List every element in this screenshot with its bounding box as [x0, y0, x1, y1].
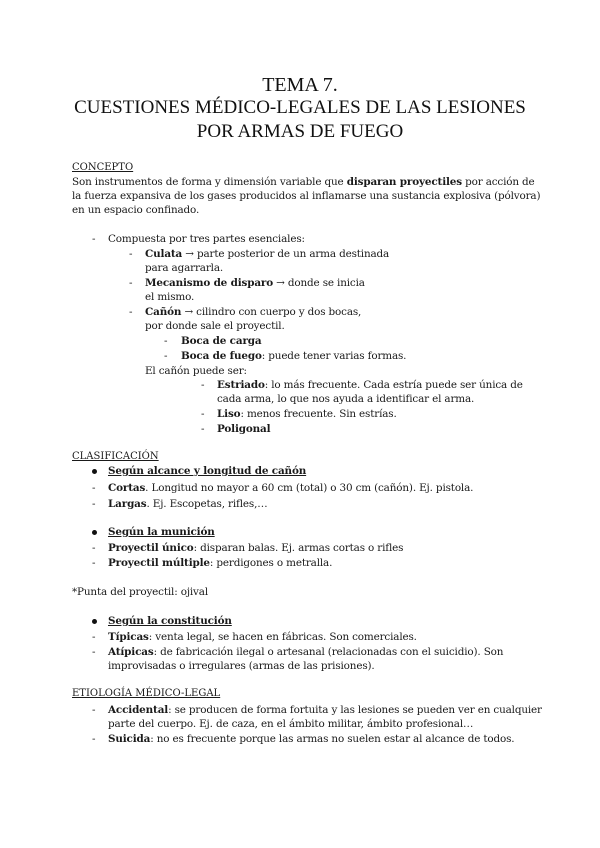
list-item-poligonal: Poligonal — [217, 423, 271, 435]
list-dash: - — [201, 408, 205, 420]
list-dash: - — [129, 306, 133, 318]
list-item-estriado-cont: cada arma, lo que nos ayuda a identificar el arma. — [217, 393, 475, 405]
list-item-accidental-cont: parte del cuerpo. Ej. de caza, en el ámbito militar, ámbito profesional… — [108, 718, 474, 730]
list-dash: - — [92, 704, 96, 716]
list-dash: - — [92, 498, 96, 510]
page-subtitle-line1: CUESTIONES MÉDICO-LEGALES DE LAS LESIONES — [74, 97, 526, 118]
list-item-proyectil-unico: Proyectil único: disparan balas. Ej. armas cortas o rifles — [108, 542, 404, 554]
group-heading-municion: Según la munición — [108, 526, 215, 538]
list-dash: - — [92, 233, 96, 245]
list-item-accidental: Accidental: se producen de forma fortuita y las lesiones se pueden ver en cualquier — [108, 704, 542, 716]
list-item-estriado: Estriado: lo más frecuente. Cada estría puede ser única de — [217, 379, 523, 391]
list-item-tipicas: Típicas: venta legal, se hacen en fábricas. Son comerciales. — [108, 631, 417, 643]
list-dash: - — [129, 277, 133, 289]
list-item-mecanismo: Mecanismo de disparo → donde se inicia — [145, 277, 365, 289]
list-item-cortas: Cortas. Longitud no mayor a 60 cm (total) o 30 cm (cañón). Ej. pistola. — [108, 482, 474, 494]
list-dash: - — [92, 631, 96, 643]
list-dash: - — [92, 542, 96, 554]
page-title: TEMA 7. — [262, 74, 338, 96]
list-dash: - — [92, 482, 96, 494]
list-dash: - — [129, 248, 133, 260]
list-dash: - — [92, 557, 96, 569]
list-item-culata: Culata → parte posterior de un arma destinada — [145, 248, 390, 260]
group-heading-alcance: Según alcance y longitud de cañón — [108, 465, 307, 477]
note-punta-proyectil: *Punta del proyectil: ojival — [72, 586, 208, 598]
list-item-intro: Compuesta por tres partes esenciales: — [108, 233, 305, 245]
bullet-dot — [92, 469, 97, 474]
page-subtitle-line2: POR ARMAS DE FUEGO — [196, 121, 404, 142]
list-item-mecanismo-cont: el mismo. — [145, 291, 195, 303]
concepto-paragraph-line3: en un espacio confinado. — [72, 204, 200, 216]
list-dash: - — [92, 646, 96, 658]
list-dash: - — [164, 350, 168, 362]
concepto-paragraph-line1: Son instrumentos de forma y dimensión variable que disparan proyectiles por acción de — [72, 176, 535, 188]
list-dash: - — [201, 423, 205, 435]
list-dash: - — [164, 335, 168, 347]
list-dash: - — [92, 733, 96, 745]
section-heading-clasificacion: CLASIFICACIÓN — [72, 451, 159, 462]
list-item-atipicas-cont: improvisadas o irregulares (armas de las prisiones). — [108, 660, 375, 672]
list-item-largas: Largas. Ej. Escopetas, rifles,… — [108, 498, 268, 510]
list-item-liso: Liso: menos frecuente. Sin estrías. — [217, 408, 397, 420]
list-item-canon-cont: por donde sale el proyectil. — [145, 320, 285, 332]
section-heading-concepto: CONCEPTO — [72, 162, 134, 173]
list-item-culata-cont: para agarrarla. — [145, 262, 224, 274]
list-dash: - — [201, 379, 205, 391]
group-heading-constitucion: Según la constitución — [108, 615, 232, 627]
canon-types-label: El cañón puede ser: — [145, 365, 247, 377]
section-heading-etiologia: ETIOLOGÍA MÉDICO-LEGAL — [72, 688, 221, 699]
list-item-atipicas: Atípicas: de fabricación ilegal o artesanal (relacionadas con el suicidio). Son — [108, 646, 504, 658]
list-item-suicida: Suicida: no es frecuente porque las armas no suelen estar al alcance de todos. — [108, 733, 515, 745]
bullet-dot — [92, 530, 97, 535]
bullet-dot — [92, 619, 97, 624]
list-item-boca-fuego: Boca de fuego: puede tener varias formas. — [181, 350, 407, 362]
list-item-boca-carga: Boca de carga — [181, 335, 262, 347]
concepto-paragraph-line2: la fuerza expansiva de los gases producidos al inflamarse una sustancia explosiva (pólvora) — [72, 190, 541, 202]
list-item-canon: Cañón → cilindro con cuerpo y dos bocas, — [145, 306, 362, 318]
list-item-proyectil-multiple: Proyectil múltiple: perdigones o metralla. — [108, 557, 333, 569]
